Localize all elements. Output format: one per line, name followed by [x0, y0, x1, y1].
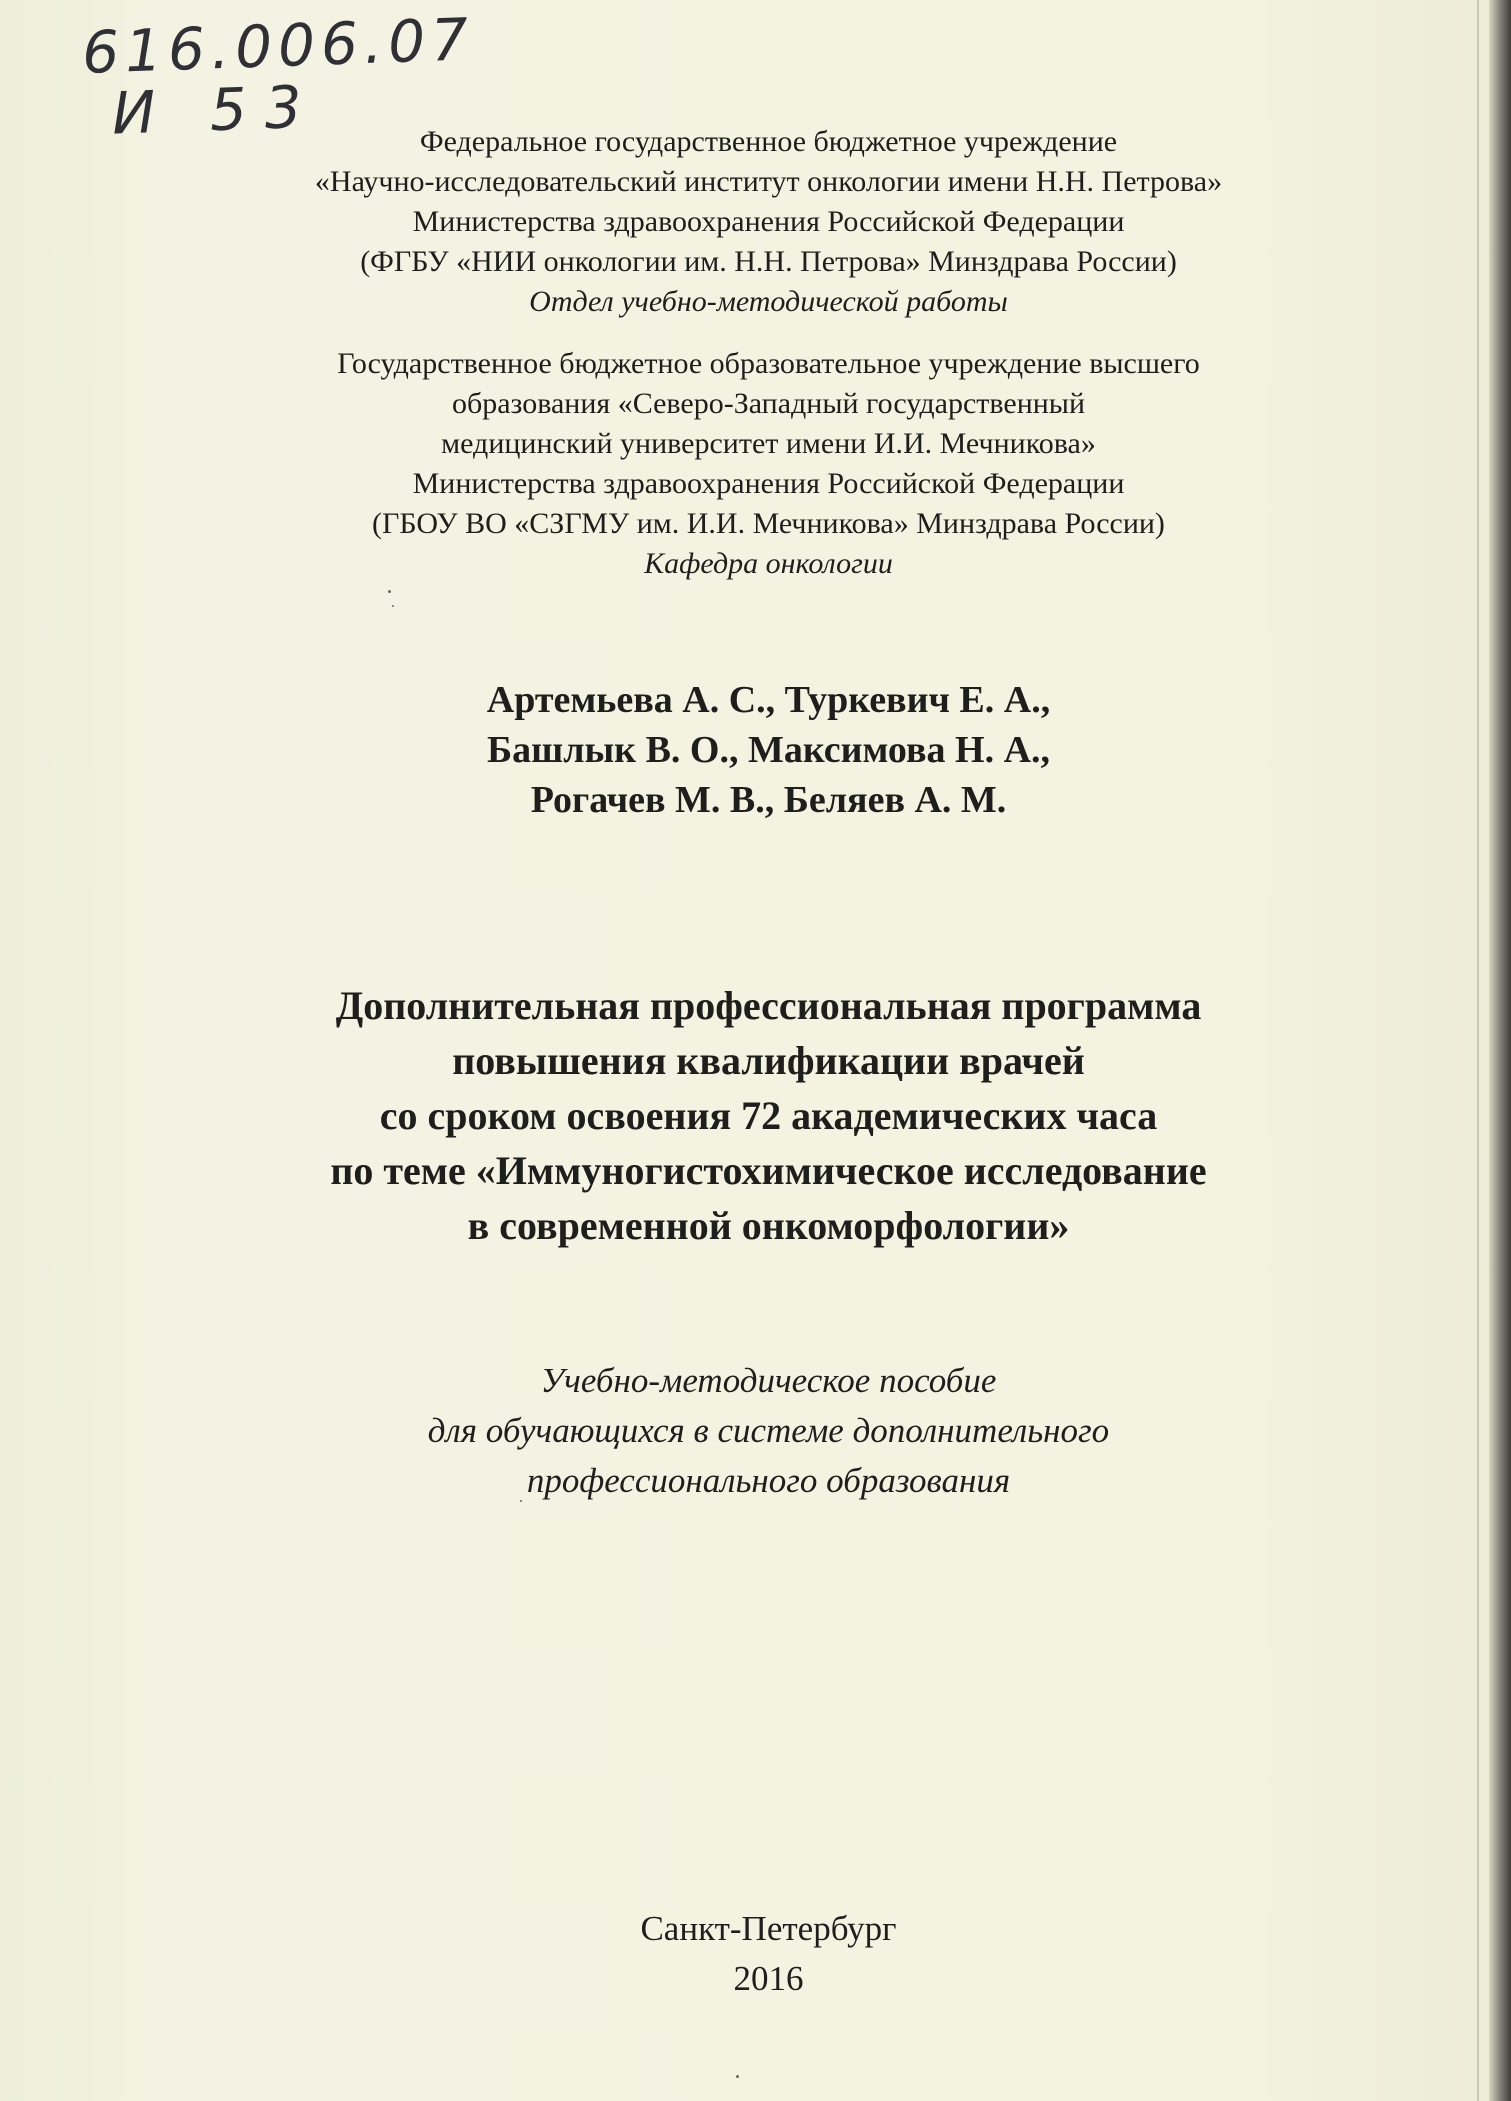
- imprint-block: [13, 1904, 1511, 2004]
- imprint-city: Санкт-Петербург: [640, 1909, 897, 1948]
- handwritten-classification: 616.006.07: [80, 5, 476, 87]
- scan-speck: [392, 605, 394, 607]
- institution-2-line: (ГБОУ ВО «СЗГМУ им. И.И. Мечникова» Минздрава России): [372, 507, 1165, 540]
- document-title: [13, 978, 1511, 1253]
- scan-speck: [520, 1500, 522, 1502]
- title-line: Дополнительная профессиональная программа: [335, 983, 1202, 1028]
- subtitle-line: для обучающихся в системе дополнительного: [427, 1411, 1110, 1450]
- authors-line: Рогачев М. В., Беляев А. М.: [530, 779, 1007, 821]
- institution-1-block: [13, 122, 1511, 322]
- institution-1-line: Федеральное государственное бюджетное учреждение: [419, 125, 1118, 158]
- authors-block: [13, 675, 1511, 825]
- document-subtitle: [13, 1356, 1511, 1506]
- authors-line: Артемьева А. С., Туркевич Е. А.,: [486, 679, 1051, 721]
- institution-2-line: Министерства здравоохранения Российской Федерации: [412, 467, 1125, 500]
- institution-1-line: (ФГБУ «НИИ онкологии им. Н.Н. Петрова» Минздрава России): [360, 245, 1177, 278]
- authors-line: Башлык В. О., Максимова Н. А.,: [486, 729, 1051, 771]
- scan-speck: [388, 590, 391, 593]
- title-line: в современной онкоморфологии»: [467, 1203, 1070, 1248]
- scan-speck: [736, 2075, 739, 2078]
- institution-2-line: образования «Северо-Западный государственный: [451, 387, 1086, 420]
- institution-1-department: Отдел учебно-методической работы: [529, 285, 1008, 318]
- institution-1-line: «Научно-исследовательский институт онкологии имени Н.Н. Петрова»: [314, 165, 1223, 198]
- institution-2-line: медицинский университет имени И.И. Мечникова»: [441, 427, 1096, 460]
- subtitle-line: Учебно-методическое пособие: [540, 1361, 997, 1400]
- institution-2-block: [13, 344, 1511, 584]
- title-line: повышения квалификации врачей: [452, 1038, 1085, 1083]
- title-line: по теме «Иммуногистохимическое исследование: [330, 1148, 1207, 1193]
- institution-2-department: Кафедра онкологии: [644, 547, 893, 580]
- title-line: со сроком освоения 72 академических часа: [379, 1093, 1158, 1138]
- handwritten-code: И 53: [110, 72, 321, 148]
- institution-1-line: Министерства здравоохранения Российской Федерации: [412, 205, 1125, 238]
- subtitle-line: профессионального образования: [526, 1461, 1011, 1500]
- imprint-year: 2016: [733, 1959, 804, 1998]
- institution-2-line: Государственное бюджетное образовательное учреждение высшего: [337, 347, 1200, 380]
